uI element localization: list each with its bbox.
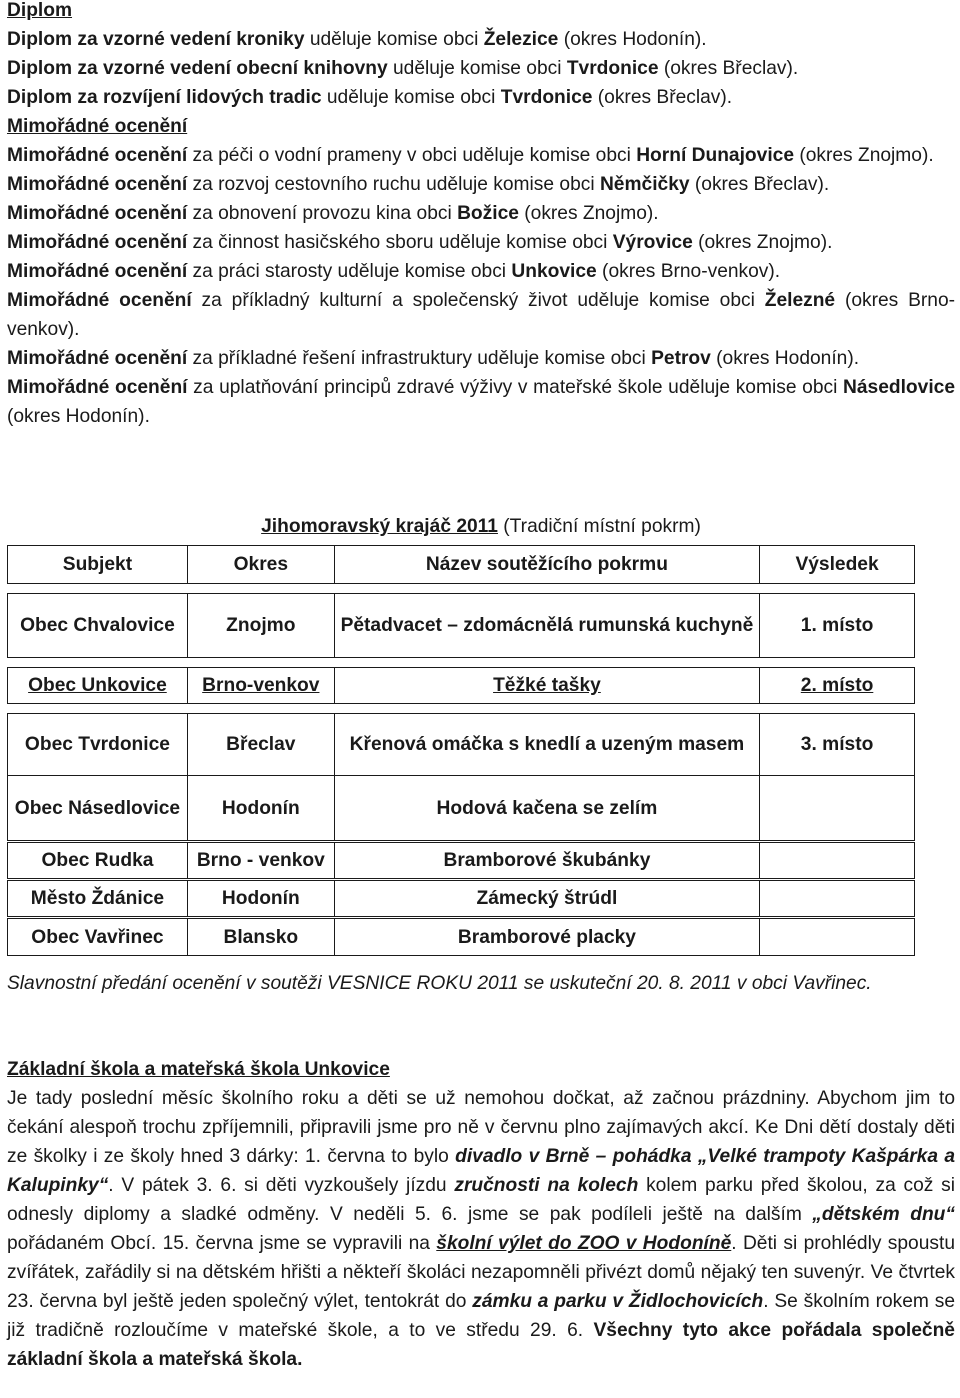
table-cell: Obec Chvalovice (8, 594, 188, 658)
table-cell: Brno-venkov (187, 668, 334, 704)
table-cell: Město Ždánice (8, 880, 188, 918)
mimoradne-item: Mimořádné ocenění za činnost hasičského sboru uděluje komise obci Výrovice (okres Znojmo). (7, 232, 833, 253)
table-cell: 2. místo (760, 668, 915, 704)
table-cell (760, 918, 915, 956)
results-table (7, 545, 915, 956)
table-cell: Bramborové škubánky (334, 842, 759, 880)
diplom-item: Diplom za vzorné vedení kroniky uděluje komise obci Železice (okres Hodonín). (7, 29, 707, 50)
table-cell (760, 776, 915, 842)
school-heading: Základní škola a mateřská škola Unkovice (7, 1059, 390, 1080)
table-row (8, 714, 915, 776)
ceremony-note-block (7, 969, 955, 998)
table-cell: Bramborové placky (334, 918, 759, 956)
table-row (8, 776, 915, 842)
table-cell: Zámecký štrúdl (334, 880, 759, 918)
table-row (8, 668, 915, 704)
ceremony-note: Slavnostní předání ocenění v soutěži VESNICE ROKU 2011 se uskuteční 20. 8. 2011 v obci Vavřinec. (7, 973, 872, 994)
table-cell: Blansko (187, 918, 334, 956)
header-cell: Název soutěžícího pokrmu (334, 546, 759, 584)
table-cell (760, 880, 915, 918)
mimoradne-item: Mimořádné ocenění za péči o vodní prameny v obci uděluje komise obci Horní Dunajovice (okres Znojmo). (7, 145, 934, 166)
table-cell (760, 842, 915, 880)
school-section (7, 1055, 955, 1374)
mimoradne-item: Mimořádné ocenění za příkladné řešení infrastruktury uděluje komise obci Petrov (okres Hodonín). (7, 348, 860, 369)
table-row (8, 842, 915, 880)
header-cell: Výsledek (760, 546, 915, 584)
header-cell: Subjekt (8, 546, 188, 584)
mimoradne-item: Mimořádné ocenění za práci starosty uděluje komise obci Unkovice (okres Brno-venkov). (7, 261, 781, 282)
table-cell: Těžké tašky (334, 668, 759, 704)
mimoradne-item: Mimořádné ocenění za uplatňování principů zdravé výživy v mateřské škole uděluje komise obci Násedlovice (okres Hodonín). (7, 377, 955, 427)
mimoradne-item: Mimořádné ocenění za rozvoj cestovního ruchu uděluje komise obci Němčičky (okres Břeclav). (7, 174, 830, 195)
diplom-item: Diplom za rozvíjení lidových tradic uděluje komise obci Tvrdonice (okres Břeclav). (7, 87, 733, 108)
table-cell: Obec Rudka (8, 842, 188, 880)
table-cell: Hodová kačena se zelím (334, 776, 759, 842)
table-cell: Hodonín (187, 880, 334, 918)
table-cell: Obec Násedlovice (8, 776, 188, 842)
table-cell: 1. místo (760, 594, 915, 658)
mimoradne-heading: Mimořádné ocenění (7, 116, 188, 137)
table-header-row (8, 546, 915, 584)
table-cell: Znojmo (187, 594, 334, 658)
table-row (8, 594, 915, 658)
table-cell: Obec Tvrdonice (8, 714, 188, 776)
diplom-section (7, 0, 955, 431)
diplom-item: Diplom za vzorné vedení obecní knihovny uděluje komise obci Tvrdonice (okres Břeclav). (7, 58, 799, 79)
table-caption: Jihomoravský krajáč 2011 (Tradiční místní pokrm) (261, 516, 701, 537)
mimoradne-item: Mimořádné ocenění za příkladný kulturní a společenský život uděluje komise obci Železné (okres Brno-venkov). (7, 290, 956, 340)
school-paragraph: Je tady poslední měsíc školního roku a děti se už nemohou dočkat, až začnou prázdniny. Abychom jim to čekání alespoň trochu zpříjemnili, připravili jsme pro ně v červnu plno zajímavých akcí. Ke Dni dětí dostaly děti ze školky i ze školy hned 3 dárky: 1. června to bylo divadlo v Brně – pohádka „Velké trampoty Kašpárka a Kalupinky“. V pátek 3. 6. si děti vyzkoušely jízdu zručnosti na kolech kolem parku před školou, za což si odnesly diplomy a sladké odměny. V neděli 5. 6. jsme se pak podíleli ještě na dalším „dětském dnu“ pořádaném Obcí. 15. června jsme se vypravili na školní výlet do ZOO v Hodoníně. Děti si prohlédly spoustu zvířátek, zařádily si na dětském hřišti a někteří školáci nezapomněli přivézt domů nějaký ten suvenýr. Ve čtvrtek 23. června byl ještě jeden společný výlet, tentokrát do zámku a parku v Židlochovicích. Se školním rokem se již tradičně rozloučíme v mateřské škole, a to ve středu 29. 6. Všechny tyto akce pořádala společně základní škola a mateřská škola. (7, 1088, 956, 1370)
table-cell: Hodonín (187, 776, 334, 842)
table-cell: Břeclav (187, 714, 334, 776)
table-cell: Obec Unkovice (8, 668, 188, 704)
table-row (8, 880, 915, 918)
table-cell: Obec Vavřinec (8, 918, 188, 956)
table-cell: Pětadvacet – zdomácnělá rumunská kuchyně (334, 594, 759, 658)
header-cell: Okres (187, 546, 334, 584)
table-cell: Křenová omáčka s knedlí a uzeným masem (334, 714, 759, 776)
diplom-heading: Diplom (7, 0, 73, 21)
table-row (8, 918, 915, 956)
mimoradne-item: Mimořádné ocenění za obnovení provozu kina obci Božice (okres Znojmo). (7, 203, 659, 224)
table-cell: 3. místo (760, 714, 915, 776)
table-cell: Brno - venkov (187, 842, 334, 880)
